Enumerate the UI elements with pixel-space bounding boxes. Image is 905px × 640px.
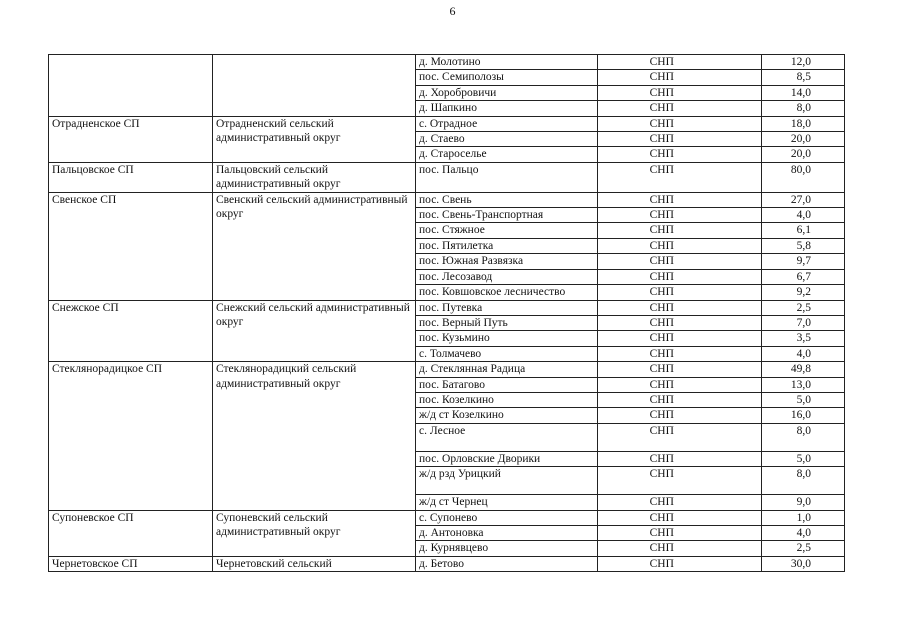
district-cell: Свенский сельский административный округ xyxy=(213,192,416,300)
settlement-name-cell: пос. Козелкино xyxy=(416,392,598,407)
settlement-type-cell: СНП xyxy=(598,208,726,223)
settlement-type-cell: СНП xyxy=(598,101,726,116)
table-row xyxy=(49,192,845,207)
settlement-name-cell: пос. Ковшовское лесничество xyxy=(416,285,598,300)
area-value-cell: 5,0 xyxy=(762,451,845,466)
settlement-type-cell: СНП xyxy=(598,55,726,70)
spacer-cell xyxy=(726,269,762,284)
area-value-cell: 8,0 xyxy=(762,467,845,495)
area-value-cell: 4,0 xyxy=(762,208,845,223)
area-value-cell: 9,2 xyxy=(762,285,845,300)
settlement-type-cell: СНП xyxy=(598,192,726,207)
settlement-type-cell: СНП xyxy=(598,70,726,85)
settlement-type-cell: СНП xyxy=(598,423,726,451)
settlement-name-cell: д. Бетово xyxy=(416,556,598,571)
spacer-cell xyxy=(726,285,762,300)
spacer-cell xyxy=(726,300,762,315)
spacer-cell xyxy=(726,541,762,556)
table-row xyxy=(49,362,845,377)
district-cell: Чернетовский сельский xyxy=(213,556,416,571)
settlement-type-cell: СНП xyxy=(598,162,726,192)
region-cell: Чернетовское СП xyxy=(49,556,213,571)
settlement-type-cell: СНП xyxy=(598,285,726,300)
area-value-cell: 7,0 xyxy=(762,315,845,330)
settlement-name-cell: ж/д рзд Урицкий xyxy=(416,467,598,495)
settlement-name-cell: пос. Семиполозы xyxy=(416,70,598,85)
spacer-cell xyxy=(726,208,762,223)
area-value-cell: 13,0 xyxy=(762,377,845,392)
area-value-cell: 14,0 xyxy=(762,85,845,100)
area-value-cell: 9,7 xyxy=(762,254,845,269)
settlement-type-cell: СНП xyxy=(598,300,726,315)
area-value-cell: 30,0 xyxy=(762,556,845,571)
area-value-cell: 1,0 xyxy=(762,510,845,525)
area-value-cell: 6,7 xyxy=(762,269,845,284)
settlement-name-cell: д. Стеклянная Радица xyxy=(416,362,598,377)
district-cell: Снежский сельский административный округ xyxy=(213,300,416,362)
area-value-cell: 4,0 xyxy=(762,525,845,540)
area-value-cell: 80,0 xyxy=(762,162,845,192)
region-cell: Снежское СП xyxy=(49,300,213,362)
area-value-cell: 9,0 xyxy=(762,495,845,510)
region-cell xyxy=(49,55,213,117)
settlement-name-cell: д. Хоробровичи xyxy=(416,85,598,100)
settlement-name-cell: пос. Южная Развязка xyxy=(416,254,598,269)
settlement-type-cell: СНП xyxy=(598,331,726,346)
settlement-name-cell: пос. Свень xyxy=(416,192,598,207)
spacer-cell xyxy=(726,408,762,423)
settlement-type-cell: СНП xyxy=(598,346,726,361)
spacer-cell xyxy=(726,510,762,525)
spacer-cell xyxy=(726,254,762,269)
spacer-cell xyxy=(726,238,762,253)
settlement-name-cell: пос. Верный Путь xyxy=(416,315,598,330)
district-cell: Пальцовский сельский административный округ xyxy=(213,162,416,192)
spacer-cell xyxy=(726,70,762,85)
district-cell xyxy=(213,55,416,117)
area-value-cell: 6,1 xyxy=(762,223,845,238)
settlement-type-cell: СНП xyxy=(598,556,726,571)
district-cell: Отрадненский сельский административный округ xyxy=(213,116,416,162)
area-value-cell: 8,0 xyxy=(762,101,845,116)
settlement-name-cell: пос. Свень-Транспортная xyxy=(416,208,598,223)
table-row xyxy=(49,162,845,192)
settlement-name-cell: пос. Путевка xyxy=(416,300,598,315)
spacer-cell xyxy=(726,423,762,451)
district-cell: Супоневский сельский административный округ xyxy=(213,510,416,556)
settlement-type-cell: СНП xyxy=(598,132,726,147)
spacer-cell xyxy=(726,132,762,147)
area-value-cell: 5,8 xyxy=(762,238,845,253)
settlement-name-cell: пос. Орловские Дворики xyxy=(416,451,598,466)
region-cell: Стеклянорадицкое СП xyxy=(49,362,213,510)
settlements-table xyxy=(48,54,845,572)
settlement-type-cell: СНП xyxy=(598,541,726,556)
area-value-cell: 20,0 xyxy=(762,132,845,147)
area-value-cell: 2,5 xyxy=(762,300,845,315)
area-value-cell: 27,0 xyxy=(762,192,845,207)
spacer-cell xyxy=(726,147,762,162)
settlement-type-cell: СНП xyxy=(598,254,726,269)
table-row xyxy=(49,116,845,131)
settlement-name-cell: ж/д ст Чернец xyxy=(416,495,598,510)
settlement-type-cell: СНП xyxy=(598,315,726,330)
settlement-name-cell: пос. Кузьмино xyxy=(416,331,598,346)
table-row xyxy=(49,55,845,70)
settlement-type-cell: СНП xyxy=(598,495,726,510)
area-value-cell: 8,5 xyxy=(762,70,845,85)
settlement-name-cell: с. Толмачево xyxy=(416,346,598,361)
settlement-type-cell: СНП xyxy=(598,85,726,100)
area-value-cell: 49,8 xyxy=(762,362,845,377)
spacer-cell xyxy=(726,346,762,361)
settlement-type-cell: СНП xyxy=(598,408,726,423)
region-cell: Супоневское СП xyxy=(49,510,213,556)
spacer-cell xyxy=(726,451,762,466)
table-row xyxy=(49,556,845,571)
region-cell: Отрадненское СП xyxy=(49,116,213,162)
settlement-name-cell: с. Супонево xyxy=(416,510,598,525)
area-value-cell: 18,0 xyxy=(762,116,845,131)
settlement-type-cell: СНП xyxy=(598,377,726,392)
spacer-cell xyxy=(726,55,762,70)
area-value-cell: 20,0 xyxy=(762,147,845,162)
settlement-name-cell: с. Лесное xyxy=(416,423,598,451)
settlement-type-cell: СНП xyxy=(598,238,726,253)
settlement-name-cell: д. Шапкино xyxy=(416,101,598,116)
area-value-cell: 8,0 xyxy=(762,423,845,451)
settlement-name-cell: д. Стаево xyxy=(416,132,598,147)
settlement-type-cell: СНП xyxy=(598,451,726,466)
area-value-cell: 2,5 xyxy=(762,541,845,556)
spacer-cell xyxy=(726,223,762,238)
settlement-type-cell: СНП xyxy=(598,223,726,238)
settlement-type-cell: СНП xyxy=(598,147,726,162)
spacer-cell xyxy=(726,331,762,346)
area-value-cell: 4,0 xyxy=(762,346,845,361)
table-row xyxy=(49,510,845,525)
spacer-cell xyxy=(726,392,762,407)
settlement-name-cell: д. Староселье xyxy=(416,147,598,162)
settlement-name-cell: д. Молотино xyxy=(416,55,598,70)
spacer-cell xyxy=(726,556,762,571)
settlement-type-cell: СНП xyxy=(598,510,726,525)
settlement-name-cell: пос. Батагово xyxy=(416,377,598,392)
spacer-cell xyxy=(726,85,762,100)
spacer-cell xyxy=(726,315,762,330)
region-cell: Пальцовское СП xyxy=(49,162,213,192)
area-value-cell: 16,0 xyxy=(762,408,845,423)
settlement-name-cell: пос. Лесозавод xyxy=(416,269,598,284)
spacer-cell xyxy=(726,495,762,510)
area-value-cell: 12,0 xyxy=(762,55,845,70)
region-cell: Свенское СП xyxy=(49,192,213,300)
district-cell: Стеклянорадицкий сельский административный округ xyxy=(213,362,416,510)
spacer-cell xyxy=(726,192,762,207)
settlement-name-cell: пос. Стяжное xyxy=(416,223,598,238)
settlement-type-cell: СНП xyxy=(598,392,726,407)
settlement-name-cell: пос. Пальцо xyxy=(416,162,598,192)
settlement-type-cell: СНП xyxy=(598,116,726,131)
settlement-name-cell: д. Антоновка xyxy=(416,525,598,540)
settlement-type-cell: СНП xyxy=(598,525,726,540)
settlement-name-cell: ж/д ст Козелкино xyxy=(416,408,598,423)
area-value-cell: 5,0 xyxy=(762,392,845,407)
settlement-type-cell: СНП xyxy=(598,467,726,495)
spacer-cell xyxy=(726,377,762,392)
table-row xyxy=(49,300,845,315)
spacer-cell xyxy=(726,467,762,495)
page-number: 6 xyxy=(449,4,456,18)
spacer-cell xyxy=(726,362,762,377)
spacer-cell xyxy=(726,116,762,131)
settlement-type-cell: СНП xyxy=(598,362,726,377)
settlement-name-cell: пос. Пятилетка xyxy=(416,238,598,253)
settlement-type-cell: СНП xyxy=(598,269,726,284)
spacer-cell xyxy=(726,162,762,192)
area-value-cell: 3,5 xyxy=(762,331,845,346)
spacer-cell xyxy=(726,101,762,116)
settlement-name-cell: с. Отрадное xyxy=(416,116,598,131)
settlement-name-cell: д. Курнявцево xyxy=(416,541,598,556)
spacer-cell xyxy=(726,525,762,540)
